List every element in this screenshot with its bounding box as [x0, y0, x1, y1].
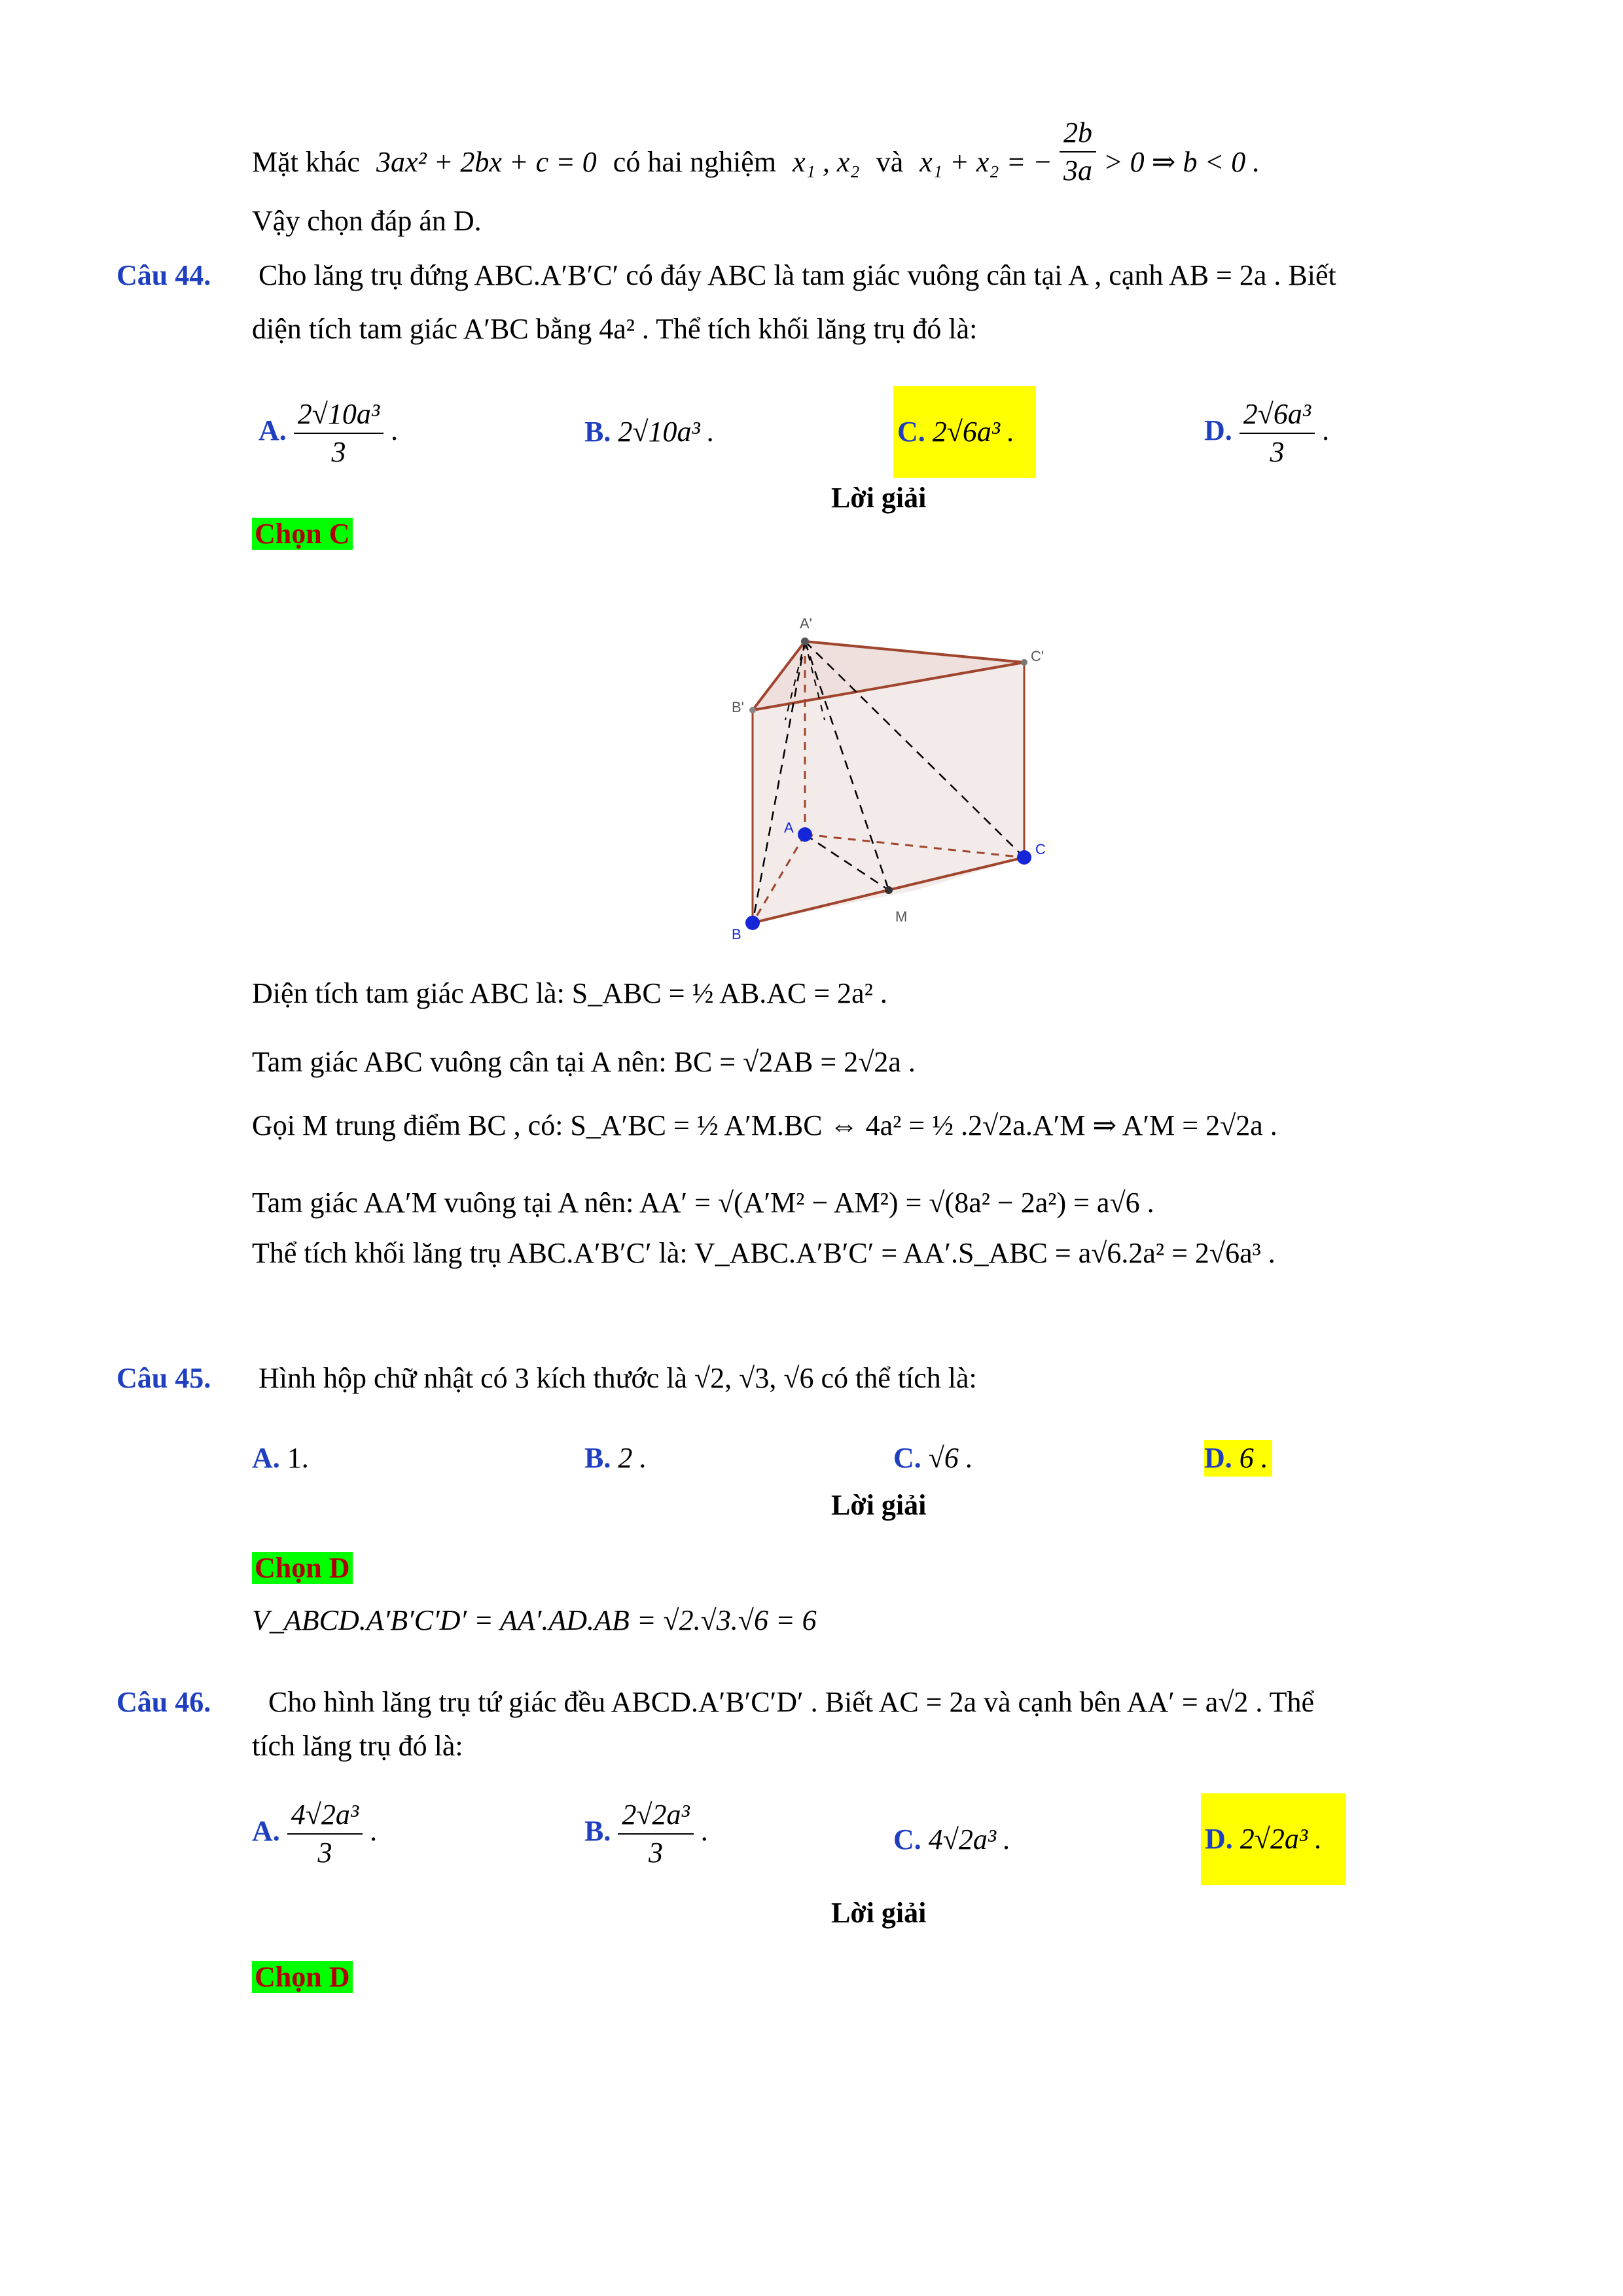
q46-label: Câu 46. — [116, 1686, 211, 1718]
intro-sum-rhs: > 0 ⇒ b < 0 . — [1103, 146, 1260, 179]
q44-step-3: Gọi M trung điểm BC , có: S_A′BC = ½ A′M.BC ⇔ 4a² = ½ .2√2a.A′M ⇒ A′M = 2√2a . — [252, 1109, 1277, 1141]
intro-prefix: Mặt khác — [252, 146, 360, 179]
q45-step: V_ABCD.A′B′C′D′ = AA′.AD.AB = √2.√3.√6 = 6 — [252, 1604, 817, 1636]
q45-label: Câu 45. — [116, 1362, 211, 1394]
q44-label: Câu 44. — [116, 259, 211, 291]
q46-option-b-num: 2√2a³ — [618, 1797, 693, 1835]
label-a1: A' — [800, 615, 812, 632]
q44-option-b-value: 2√10a³ . — [618, 416, 715, 448]
q44-step-5: Thể tích khối lăng trụ ABC.A′B′C′ là: V_ABC.A′B′C′ = AA′.S_ABC = a√6.2a² = 2√6a³ . — [252, 1237, 1275, 1269]
q45-option-b[interactable] — [584, 1440, 647, 1477]
intro-mid: có hai nghiệm — [613, 146, 777, 179]
intro-fraction — [1060, 115, 1096, 189]
q44-option-c[interactable] — [893, 386, 1036, 478]
q44-step-2: Tam giác ABC vuông cân tại A nên: BC = √2AB = 2√2a . — [252, 1046, 916, 1078]
q45-option-a[interactable] — [252, 1440, 309, 1477]
q46-option-b-fraction — [618, 1797, 693, 1871]
q46-option-b-tail: . — [700, 1815, 708, 1848]
q46-chosen-badge — [252, 1960, 353, 1994]
q46-option-a-num: 4√2a³ — [287, 1797, 363, 1835]
q45-chosen-text: Chọn D — [252, 1552, 353, 1584]
q44-option-a-label: A. — [259, 414, 287, 447]
q45-solution-title: Lời giải — [831, 1489, 927, 1521]
q44-chosen-badge — [252, 517, 353, 550]
intro-roots: x₁ , x₂ — [793, 146, 860, 179]
q45-option-c-value: √6 . — [928, 1442, 973, 1474]
intro-frac-num: 2b — [1060, 115, 1096, 152]
intro-frac-den: 3a — [1063, 154, 1092, 187]
intro-and: và — [876, 146, 904, 179]
q46-option-a-label: A. — [252, 1815, 280, 1848]
label-b: B — [732, 926, 741, 942]
intro-equation: 3ax² + 2bx + c = 0 — [376, 146, 597, 179]
intro-sum-lhs: x₁ + x₂ = − — [919, 146, 1052, 179]
q44-option-d-den: 3 — [1270, 436, 1285, 468]
q44-option-c-value: 2√6a³ . — [932, 416, 1015, 448]
q44-option-c-label: C. — [897, 416, 925, 448]
prism-figure — [713, 602, 1080, 942]
q46-option-b-label: B. — [584, 1815, 611, 1848]
label-b1: B' — [732, 699, 744, 715]
q46-option-a-tail: . — [370, 1815, 378, 1848]
q44-option-d-num: 2√6a³ — [1240, 396, 1315, 434]
q44-option-b-label: B. — [584, 416, 611, 448]
q44-solution-title: Lời giải — [831, 482, 927, 514]
q45-chosen-badge — [252, 1551, 353, 1585]
q44-chosen-text: Chọn C — [252, 518, 353, 550]
label-c1: C' — [1031, 648, 1044, 664]
q45-option-d[interactable] — [1204, 1440, 1272, 1477]
q45-option-b-value: 2 . — [618, 1442, 647, 1474]
q46-chosen-text: Chọn D — [252, 1961, 353, 1993]
q46-option-a-fraction — [287, 1797, 363, 1871]
q44-option-a-num: 2√10a³ — [294, 396, 383, 434]
q44-text-line2: diện tích tam giác A′BC bằng 4a² . Thể tích khối lăng trụ đó là: — [252, 313, 978, 345]
q45-option-c-label: C. — [893, 1442, 921, 1474]
q44-option-d-label: D. — [1204, 414, 1232, 447]
q44-option-b[interactable] — [584, 414, 715, 450]
q46-option-d[interactable] — [1201, 1793, 1346, 1885]
q46-text-line1: Cho hình lăng trụ tứ giác đều ABCD.A′B′C′D′ . Biết AC = 2a và cạnh bên AA′ = a√2 . Thể — [268, 1686, 1314, 1718]
q45-option-a-label: A. — [252, 1442, 280, 1474]
q46-option-a-den: 3 — [317, 1837, 332, 1869]
q44-step-4: Tam giác AA′M vuông tại A nên: AA′ = √(A′M² − AM²) = √(8a² − 2a²) = a√6 . — [252, 1187, 1154, 1219]
q46-text-line2: tích lăng trụ đó là: — [252, 1730, 463, 1762]
q44-step-1: Diện tích tam giác ABC là: S_ABC = ½ AB.AC = 2a² . — [252, 977, 887, 1009]
q46-option-c-value: 4√2a³ . — [928, 1823, 1011, 1856]
q44-option-d-tail: . — [1322, 414, 1330, 447]
label-c: C — [1035, 841, 1046, 857]
q45-option-b-label: B. — [584, 1442, 611, 1474]
label-m: M — [895, 908, 908, 925]
q45-option-c[interactable] — [893, 1440, 973, 1477]
q45-option-a-value: 1. — [287, 1442, 309, 1474]
q44-option-a[interactable] — [259, 396, 398, 471]
q46-solution-title: Lời giải — [831, 1897, 927, 1929]
q45-option-d-label: D. — [1204, 1442, 1232, 1474]
q44-option-d[interactable] — [1204, 396, 1329, 471]
q46-option-d-value: 2√2a³ . — [1240, 1823, 1323, 1855]
q46-option-b[interactable] — [584, 1797, 708, 1871]
q44-text-line1: Cho lăng trụ đứng ABC.A′B′C′ có đáy ABC là tam giác vuông cân tại A , cạnh AB = 2a . Biết — [259, 259, 1336, 291]
q46-option-c[interactable] — [893, 1821, 1010, 1858]
q44-option-a-fraction — [294, 396, 383, 471]
q44-option-a-den: 3 — [331, 436, 346, 468]
q44-option-d-fraction — [1240, 396, 1315, 471]
label-a: A — [784, 819, 794, 836]
q46-option-c-label: C. — [893, 1823, 921, 1856]
q46-option-b-den: 3 — [649, 1837, 664, 1869]
intro-line-2: Vậy chọn đáp án D. — [252, 205, 482, 237]
q45-option-d-value: 6 . — [1239, 1442, 1268, 1474]
q44-option-a-tail: . — [391, 414, 399, 447]
q45-text: Hình hộp chữ nhật có 3 kích thước là √2, √3, √6 có thể tích là: — [259, 1362, 977, 1394]
intro-line-1 — [252, 117, 1260, 189]
q46-option-a[interactable] — [252, 1797, 377, 1871]
q46-option-d-label: D. — [1205, 1823, 1233, 1855]
